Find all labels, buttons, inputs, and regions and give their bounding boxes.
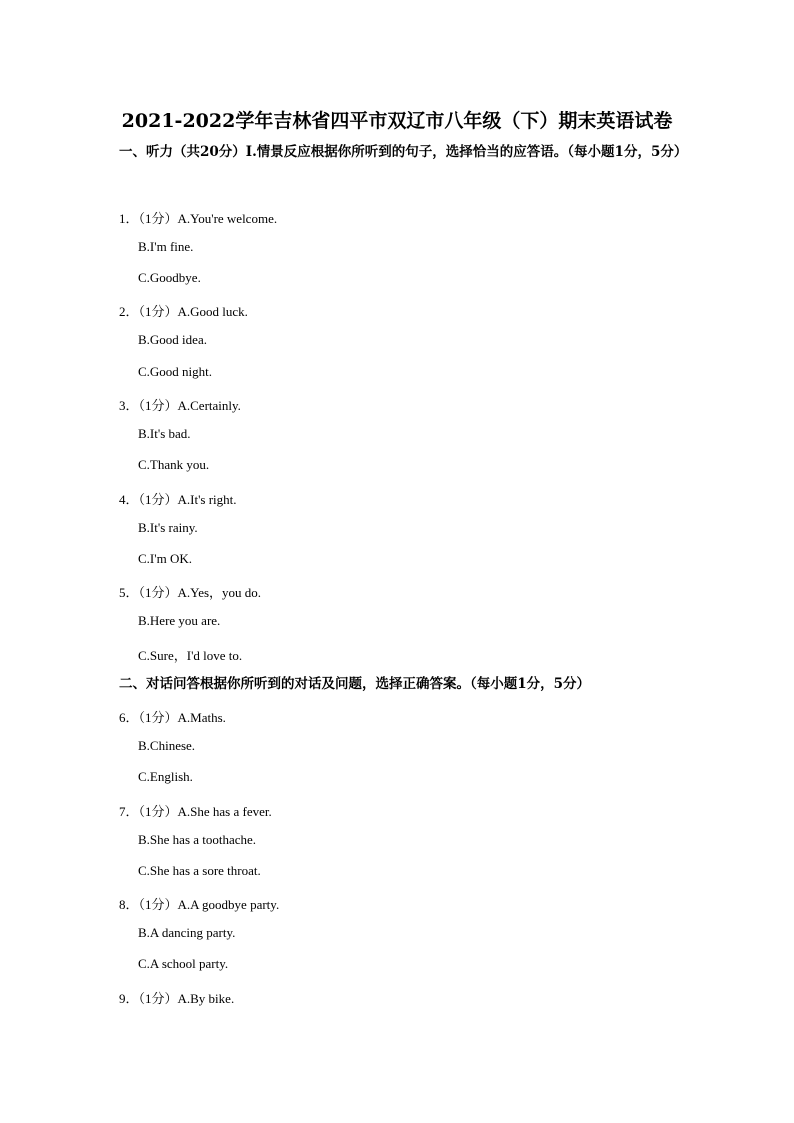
question-4-option-b: B.It's rainy. (138, 520, 198, 535)
question-2-option-c: C.Good night. (138, 364, 213, 379)
question-8-option-c: C.A school party. (138, 956, 229, 971)
question-8-option-b: B.A dancing party. (138, 925, 236, 940)
question-7: 7．（1分）A.She has a fever. (119, 804, 272, 819)
section-heading-listening: 一、听力（共20分）Ⅰ.情景反应根据你所听到的句子，选择恰当的应答语。（每小题1分，5分） (119, 144, 688, 160)
question-6-option-c: C.English. (138, 769, 193, 784)
question-3-option-b: B.It's bad. (138, 426, 191, 441)
question-2-option-b: B.Good idea. (138, 332, 207, 347)
question-6-option-b: B.Chinese. (138, 738, 196, 753)
question-9: 9．（1分）A.By bike. (119, 991, 235, 1006)
question-1-option-b: B.I'm fine. (138, 239, 194, 254)
question-1: 1．（1分）A.You're welcome. (119, 211, 278, 226)
question-7-option-c: C.She has a sore throat. (138, 863, 261, 878)
question-3-option-c: C.Thank you. (138, 457, 210, 472)
exam-title: 2021-2022学年吉林省四平市双辽市八年级（下）期末英语试卷 (121, 110, 673, 132)
question-5: 5．（1分）A.Yes，you do. (119, 585, 262, 600)
section-heading-dialogue: 二、对话问答根据你所听到的对话及问题，选择正确答案。（每小题1分，5分） (119, 676, 591, 692)
question-6: 6．（1分）A.Maths. (119, 710, 226, 725)
question-4: 4．（1分）A.It's right. (119, 492, 237, 507)
question-8: 8．（1分）A.A goodbye party. (119, 897, 280, 912)
question-5-option-b: B.Here you are. (138, 613, 221, 628)
question-1-option-c: C.Goodbye. (138, 270, 201, 285)
question-5-option-c: C.Sure，I'd love to. (138, 648, 243, 663)
question-7-option-b: B.She has a toothache. (138, 832, 257, 847)
question-4-option-c: C.I'm OK. (138, 551, 192, 566)
question-2: 2．（1分）A.Good luck. (119, 304, 248, 319)
question-3: 3．（1分）A.Certainly. (119, 398, 241, 413)
